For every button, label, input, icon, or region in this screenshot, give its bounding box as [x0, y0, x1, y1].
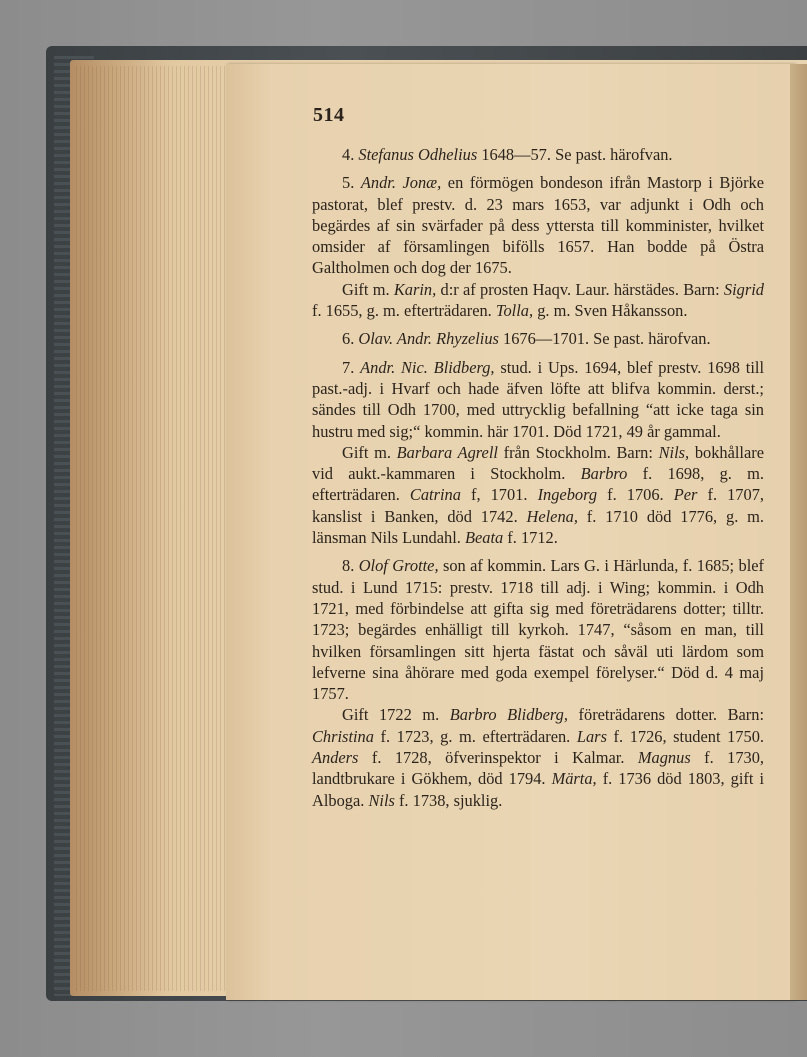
text-run: f. 1706. — [597, 485, 674, 505]
paragraph-p6 — [312, 328, 764, 349]
italic-name: Andr. Jonæ, — [360, 173, 442, 193]
text-run: f. 1712. — [503, 528, 558, 548]
italic-name: Barbro Blidberg, — [449, 705, 568, 725]
italic-name: Karin, — [393, 279, 437, 299]
paragraph-p8 — [312, 555, 764, 704]
text-run: f. 1710 död 1776, g. m. länsman Nils Lundahl. — [312, 506, 764, 548]
text-run: f. 1726, student 1750. — [606, 726, 764, 746]
italic-name: Helena, — [526, 506, 578, 526]
next-page-edge — [790, 64, 807, 1000]
italic-name: Andr. Nic. Blidberg, — [360, 357, 495, 377]
text-run: stud. i Ups. 1694, blef prestv. 1698 till past.-adj. i Hvarf och hade äfven löfte att blifva kommin. derst.; sändes till Odh 1700, med uttrycklig befallning “att icke taga sin hustru med sig;“ kommin. här 1701. Död 1721, 49 år gammal. — [312, 357, 765, 441]
paragraph-p4 — [312, 144, 764, 165]
text-run: 1648—57. Se past. härofvan. — [477, 145, 673, 164]
paragraph-p7b — [312, 442, 764, 548]
italic-name: Nils, — [658, 442, 690, 462]
paragraph-p8b — [312, 704, 764, 810]
italic-name: Märta, — [551, 769, 597, 789]
paragraph-p5b — [312, 279, 764, 322]
text-run: Gift m. — [342, 442, 397, 462]
text-run: 7. — [342, 357, 361, 377]
page-edges — [76, 66, 226, 991]
text-run: 6. — [342, 329, 359, 349]
italic-name: Barbara Agrell — [396, 442, 498, 462]
italic-name: Beata — [464, 528, 504, 548]
text-run: bokhållare vid aukt.-kammaren i Stockholm. — [312, 442, 764, 484]
italic-name: Christina — [312, 726, 374, 746]
text-run: f. 1728, öfverinspektor i Kalmar. — [358, 748, 638, 768]
italic-name: Barbro — [580, 464, 628, 484]
text-run: f. 1707, kanslist i Banken, död 1742. — [312, 485, 764, 526]
text-run: en förmögen bondeson ifrån Mastorp i Björke pastorat, blef prestv. d. 23 mars 1653, var adjunkt i Odh och begärdes af sin svärfader på dess yttersta till komminister, hvilket omsider af församlingen bifölls 1657. Han bodde på Östra Galtholmen och dog der 1675. — [312, 173, 765, 278]
text-run: f. 1736 död 1803, gift i Alboga. — [312, 769, 764, 810]
italic-name: Catrina — [409, 485, 461, 505]
text-run: g. m. Sven Håkansson. — [533, 301, 688, 321]
italic-name: Ingeborg — [537, 485, 598, 505]
text-run: 1676—1701. Se past. härofvan. — [498, 329, 711, 349]
text-run: från Stockholm. Barn: — [497, 442, 659, 462]
italic-name: Nils — [368, 790, 395, 810]
text-run: företrädarens dotter. Barn: — [567, 705, 764, 725]
text-run: f. 1698, g. m. efterträdaren. — [312, 464, 764, 505]
text-run: Gift m. — [342, 279, 394, 299]
page-text — [312, 144, 764, 811]
text-run: 4. — [342, 145, 359, 164]
text-run: f, 1701. — [460, 485, 538, 505]
italic-name: Magnus — [637, 748, 691, 768]
italic-name: Olof Grotte, — [358, 556, 439, 576]
text-run: son af kommin. Lars G. i Härlunda, f. 1685; blef stud. i Lund 1715: prestv. 1718 till adj. i Wing; kommin. i Odh 1721, med förbindelse att gifta sig med företrädarens dotter; tilltr. 1723; begärdes enhälligt till kyrkoh. 1747, “såsom en man, till hvilken församlingen sitt hjerta fästat och såväl uti lärdom som lefverne sina åhörare med goda exempel förelyser.“ Död d. 4 maj 1757. — [312, 556, 764, 704]
italic-name: Lars — [576, 726, 607, 746]
text-run: f. 1738, sjuklig. — [394, 790, 503, 810]
italic-name: Per — [673, 485, 698, 505]
page-number: 514 — [313, 104, 345, 126]
text-run: 5. — [342, 173, 361, 193]
text-run: f. 1655, g. m. efterträdaren. — [312, 301, 496, 321]
text-run: 8. — [342, 556, 359, 576]
italic-name: Stefanus Odhelius — [358, 145, 478, 164]
text-run: f. 1730, landtbrukare i Gökhem, död 1794. — [312, 748, 764, 789]
paragraph-p7 — [312, 357, 764, 442]
text-run: f. 1723, g. m. efterträdaren. — [373, 726, 577, 746]
text-run: d:r af prosten Haqv. Laur. härstädes. Barn: — [436, 279, 724, 299]
text-run: Gift 1722 m. — [342, 705, 450, 725]
italic-name: Anders — [312, 748, 359, 768]
italic-name: Tolla, — [495, 301, 534, 321]
italic-name: Olav. Andr. Rhyzelius — [358, 329, 499, 349]
italic-name: Sigrid — [723, 279, 764, 299]
paragraph-p5 — [312, 172, 764, 278]
